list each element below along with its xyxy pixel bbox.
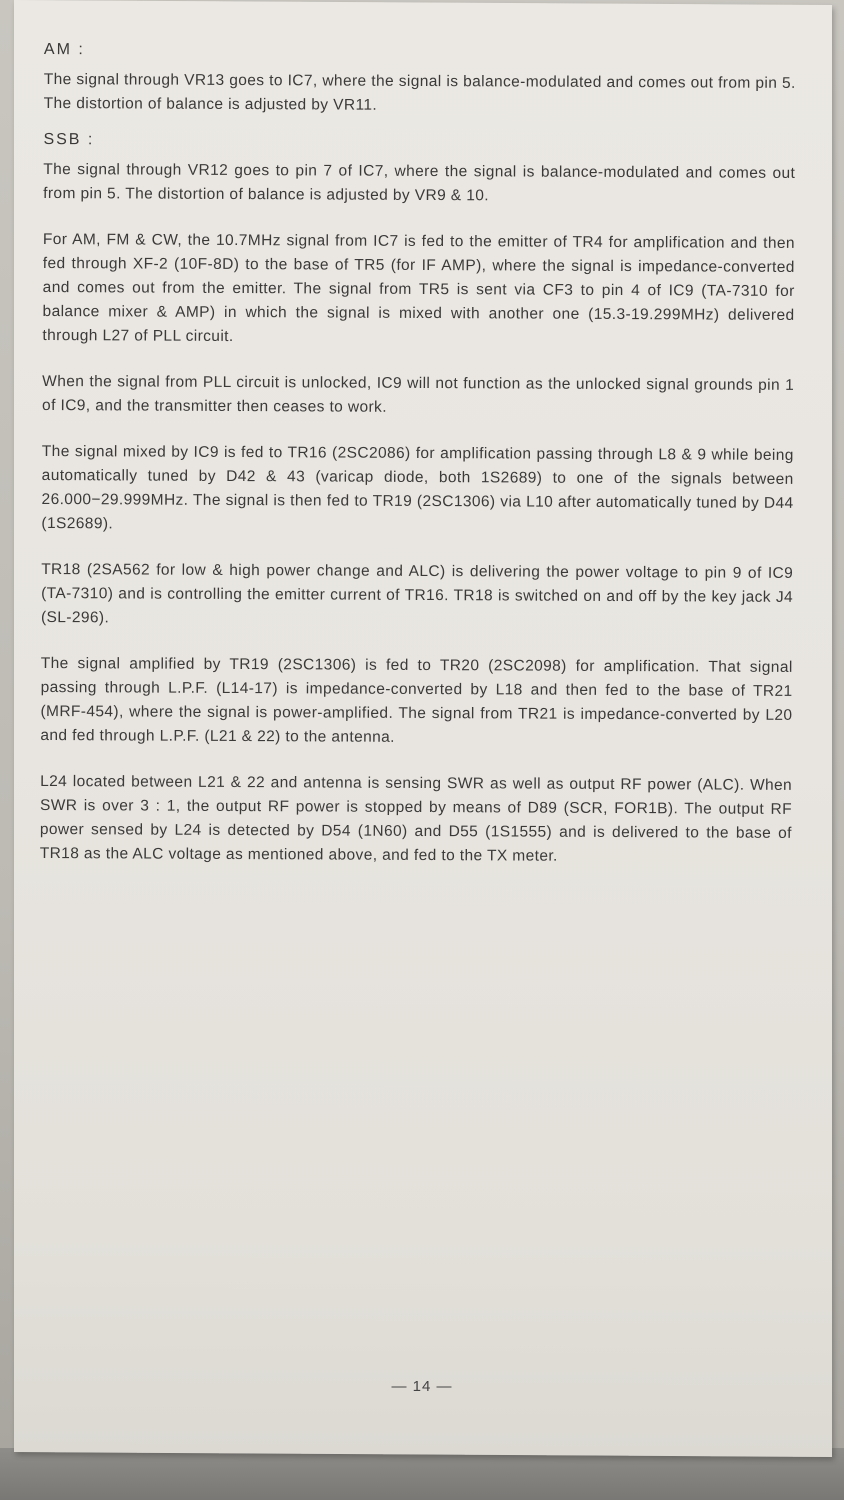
section-text-ssb: The signal through VR12 goes to pin 7 of IC7, where the signal is balance-modulated and comes out from pin 5. The distortion of balance is adjusted by VR9 & 10. (43, 160, 796, 205)
page-number: — 14 — (391, 1378, 453, 1395)
section-ssb (43, 128, 795, 210)
section-am (44, 38, 796, 120)
section-heading-am: AM : (43, 40, 85, 59)
paragraph-swr-alc: L24 located between L21 & 22 and antenna is sensing SWR as well as output RF power (ALC). When SWR is over 3 : 1, the output RF power is stopped by means of D89 (SCR, FOR1B). The output RF power sensed by L24 is detected by D54 (1N60) and D55 (1S1555) and is delivered to the base of TR18 as the ALC voltage as mentioned above, and fed to the TX meter. (39, 772, 793, 865)
paragraph-if-amplification: For AM, FM & CW, the 10.7MHz signal from IC7 is fed to the emitter of TR4 for amplification and then fed through XF-2 (10F-8D) to the base of TR5 (for IF AMP), where the signal is impedance-converted and comes out from the emitter. The signal from TR5 is sent via CF3 to pin 4 of IC9 (TA-7310 for balance mixer & AMP) in which the signal is mixed with another one (15.3-19.299MHz) delivered through L27 of PLL circuit. (42, 230, 795, 345)
paragraph-mixed-signal: The signal mixed by IC9 is fed to TR16 (2SC2086) for amplification passing through L8 & 9 while being automatically tuned by D42 & 43 (varicap diode, both 1S2689) to one of the signals between 26.000−29.999MHz. The signal is then fed to TR19 (2SC1306) via L10 after automatically tuned by D44 (1S2689). (41, 442, 794, 533)
paragraph-power-amplifier: The signal amplified by TR19 (2SC1306) is fed to TR20 (2SC2098) for amplification. That signal passing through L.P.F. (L14-17) is impedance-converted by L18 and then fed to the base of TR21 (MRF-454), where the signal is power-amplified. The signal from TR21 is impedance-converted by L20 and fed through L.P.F. (L21 & 22) to the antenna. (40, 654, 793, 746)
paragraph-power-change: TR18 (2SA562 for low & high power change and ALC) is delivering the power voltage to pin 9 of IC9 (TA-7310) and is controlling the emitter current of TR16. TR18 is switched on and off by the key jack J4 (SL-296). (40, 560, 794, 627)
section-text-am: The signal through VR13 goes to IC7, where the signal is balance-modulated and comes out from pin 5. The distortion of balance is adjusted by VR11. (43, 70, 796, 114)
paragraph-pll-unlock: When the signal from PLL circuit is unlocked, IC9 will not function as the unlocked signal grounds pin 1 of IC9, and the transmitter then ceases to work. (42, 372, 795, 416)
document-body (40, 38, 796, 892)
section-heading-ssb: SSB : (43, 130, 95, 149)
